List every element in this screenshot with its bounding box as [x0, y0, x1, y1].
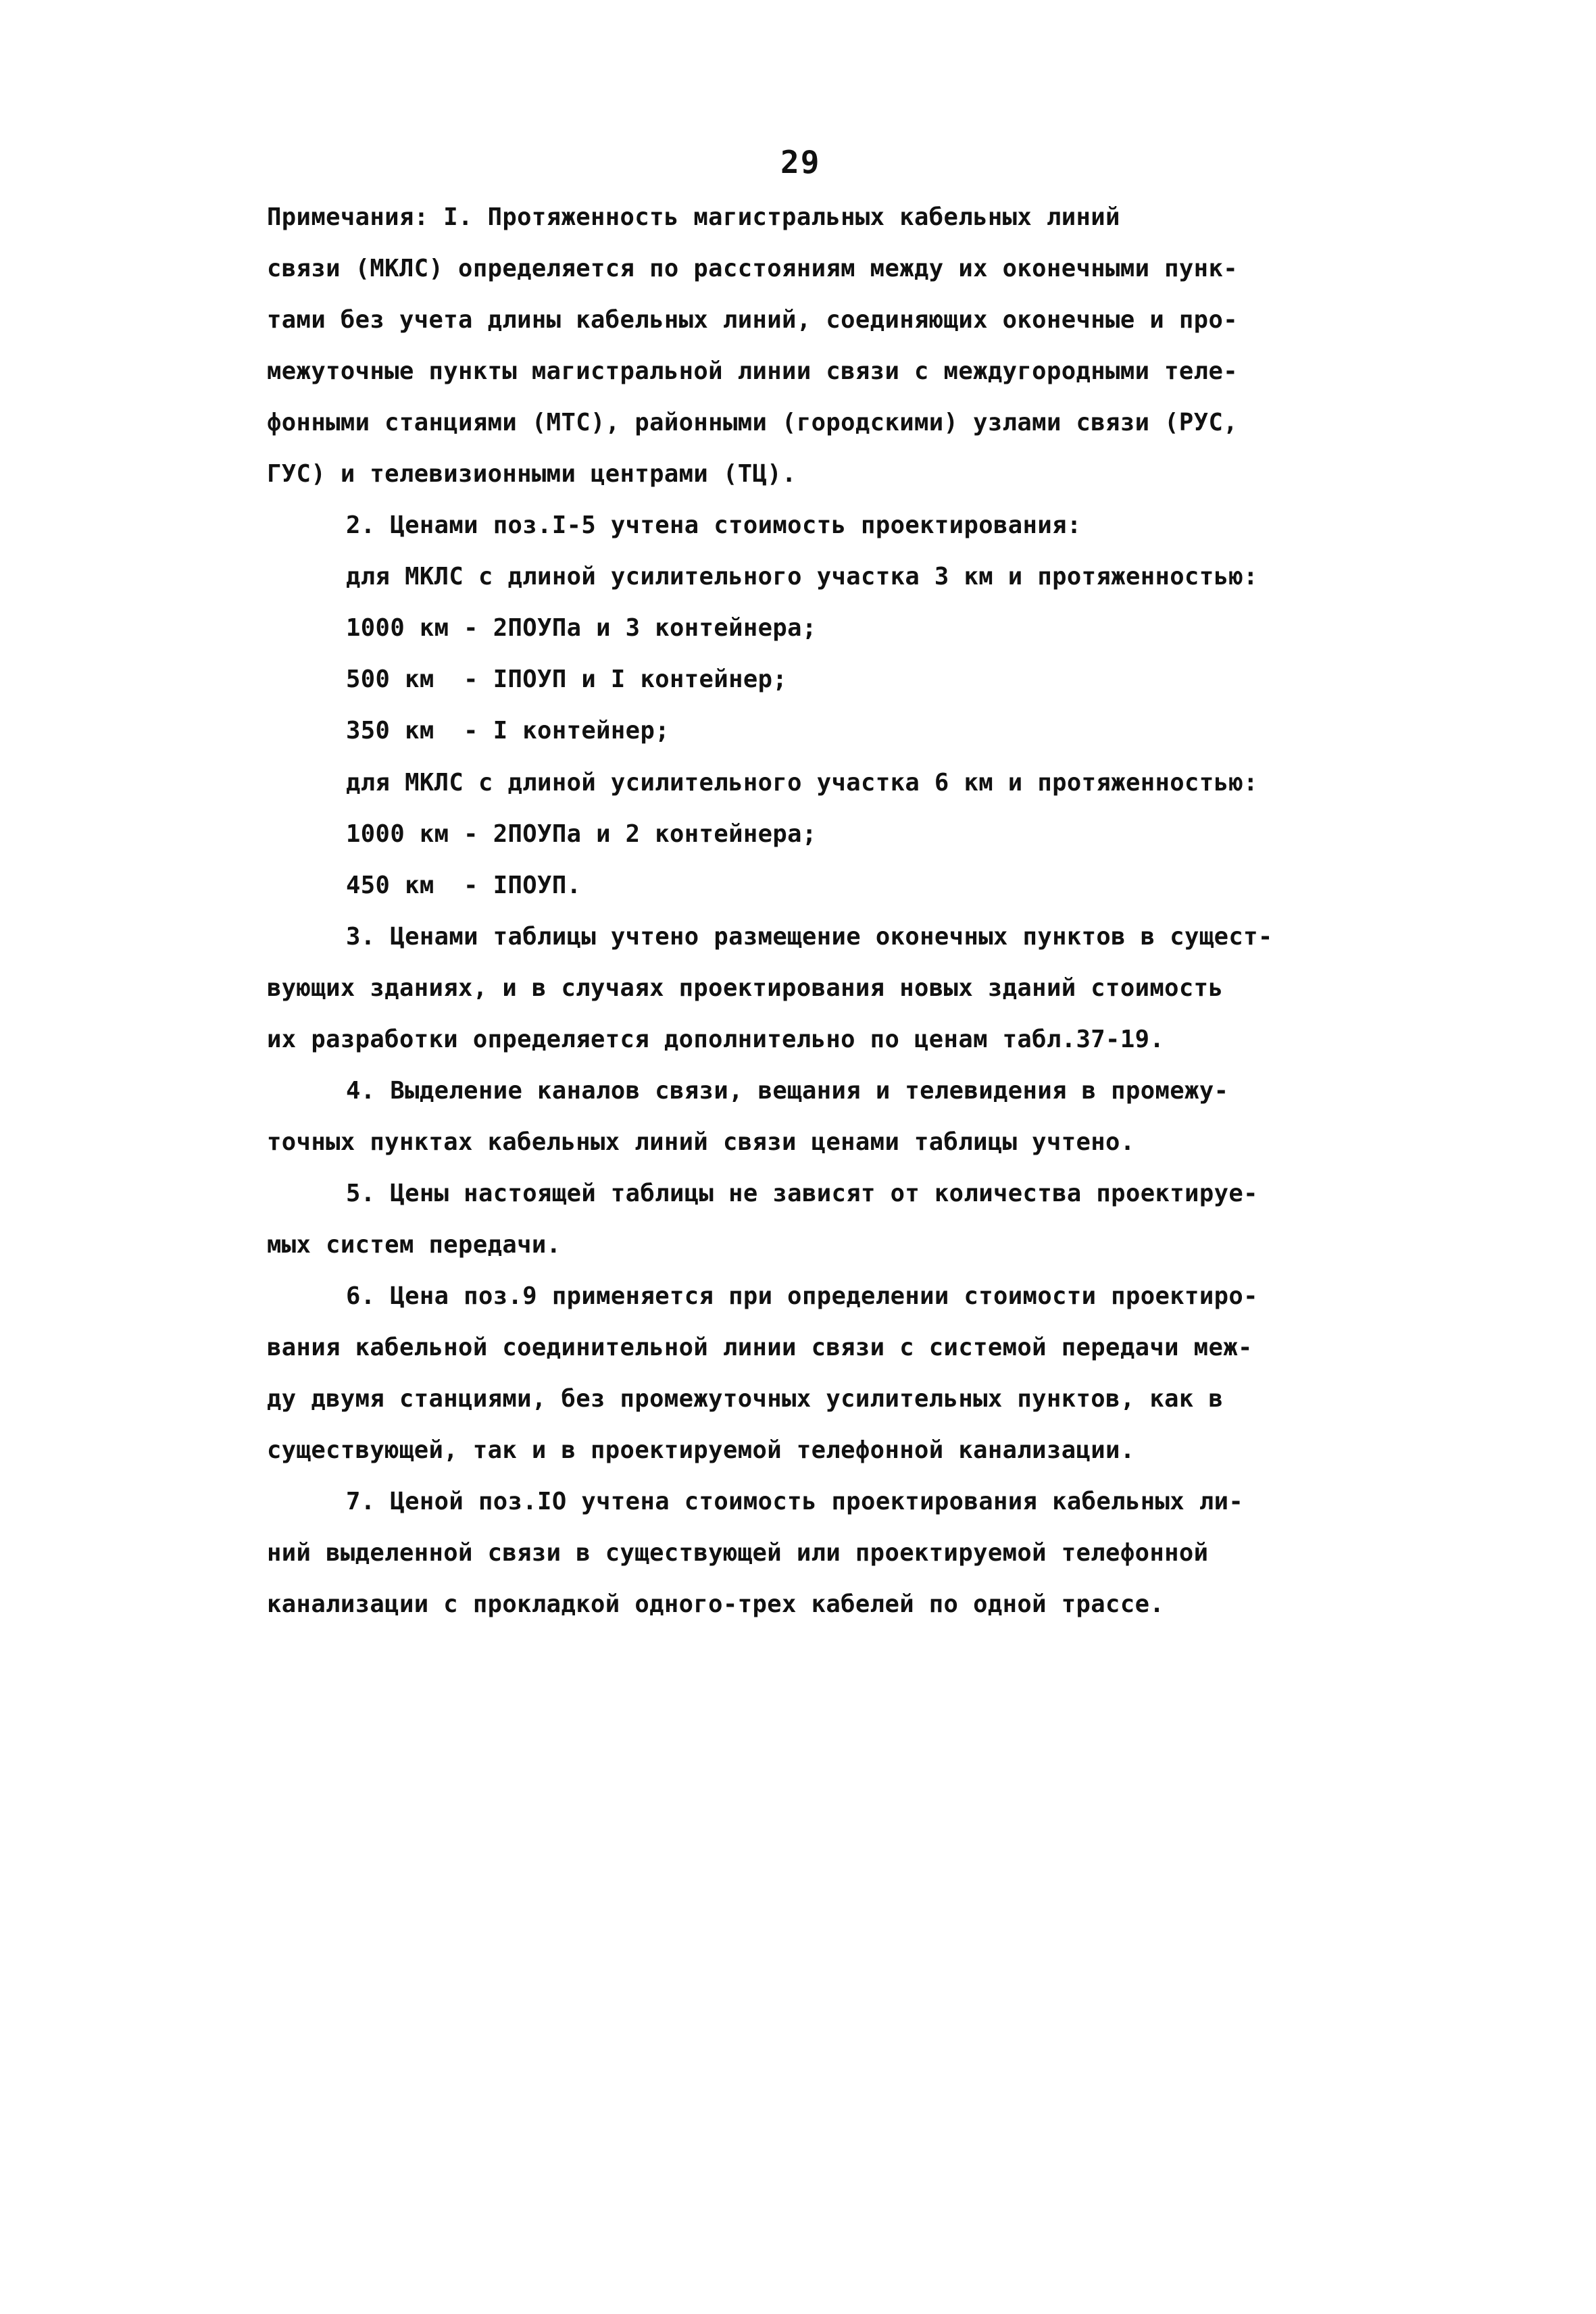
- note-5-line-2: мых систем передачи.: [267, 1231, 562, 1259]
- note-1-line-1: Примечания: I. Протяженность магистральных кабельных линий: [267, 203, 1120, 231]
- note-2-line-3: 1000 км - 2ПОУПа и 3 контейнера;: [346, 614, 817, 642]
- note-4-line-2: точных пунктах кабельных линий связи ценами таблицы учтено.: [267, 1128, 1135, 1156]
- note-7-line-2: ний выделенной связи в существующей или проектируемой телефонной: [267, 1539, 1209, 1567]
- note-2-line-8: 450 км - IПОУП.: [346, 872, 582, 899]
- note-2-line-2: для МКЛС с длиной усилительного участка 3 км и протяженностью:: [346, 563, 1258, 590]
- note-2-line-4: 500 км - IПОУП и I контейнер;: [346, 665, 788, 693]
- note-2-line-7: 1000 км - 2ПОУПа и 2 контейнера;: [346, 820, 817, 848]
- note-2-line-1: 2. Ценами поз.I-5 учтена стоимость проектирования:: [346, 511, 1082, 539]
- note-6-line-3: ду двумя станциями, без промежуточных усилительных пунктов, как в: [267, 1385, 1224, 1413]
- note-1-line-6: ГУС) и телевизионными центрами (ТЦ).: [267, 460, 797, 488]
- page-number: 29: [780, 144, 821, 180]
- note-1-line-5: фонными станциями (МТС), районными (городскими) узлами связи (РУС,: [267, 409, 1239, 436]
- note-7-line-1: 7. Ценой поз.IO учтена стоимость проектирования кабельных ли-: [346, 1488, 1244, 1515]
- note-7-line-3: канализации с прокладкой одного-трех кабелей по одной трассе.: [267, 1590, 1165, 1618]
- note-6-line-4: существующей, так и в проектируемой телефонной канализации.: [267, 1436, 1135, 1464]
- note-3-line-1: 3. Ценами таблицы учтено размещение оконечных пунктов в сущест-: [346, 923, 1273, 951]
- note-6-line-1: 6. Цена поз.9 применяется при определении стоимости проектиро-: [346, 1282, 1258, 1310]
- note-3-line-2: вующих зданиях, и в случаях проектирования новых зданий стоимость: [267, 974, 1224, 1002]
- note-2-line-6: для МКЛС с длиной усилительного участка 6 км и протяженностью:: [346, 769, 1258, 797]
- note-1-line-4: межуточные пункты магистральной линии связи с междугородными теле-: [267, 357, 1239, 385]
- note-2-line-5: 350 км - I контейнер;: [346, 717, 670, 745]
- note-5-line-1: 5. Цены настоящей таблицы не зависят от количества проектируе-: [346, 1180, 1258, 1207]
- note-1-line-2: связи (МКЛС) определяется по расстояниям между их оконечными пунк-: [267, 255, 1239, 282]
- note-3-line-3: их разработки определяется дополнительно по ценам табл.37-19.: [267, 1026, 1165, 1053]
- note-4-line-1: 4. Выделение каналов связи, вещания и телевидения в промежу-: [346, 1077, 1229, 1105]
- note-6-line-2: вания кабельной соединительной линии связи с системой передачи меж-: [267, 1334, 1253, 1361]
- note-1-line-3: тами без учета длины кабельных линий, соединяющих оконечные и про-: [267, 306, 1239, 334]
